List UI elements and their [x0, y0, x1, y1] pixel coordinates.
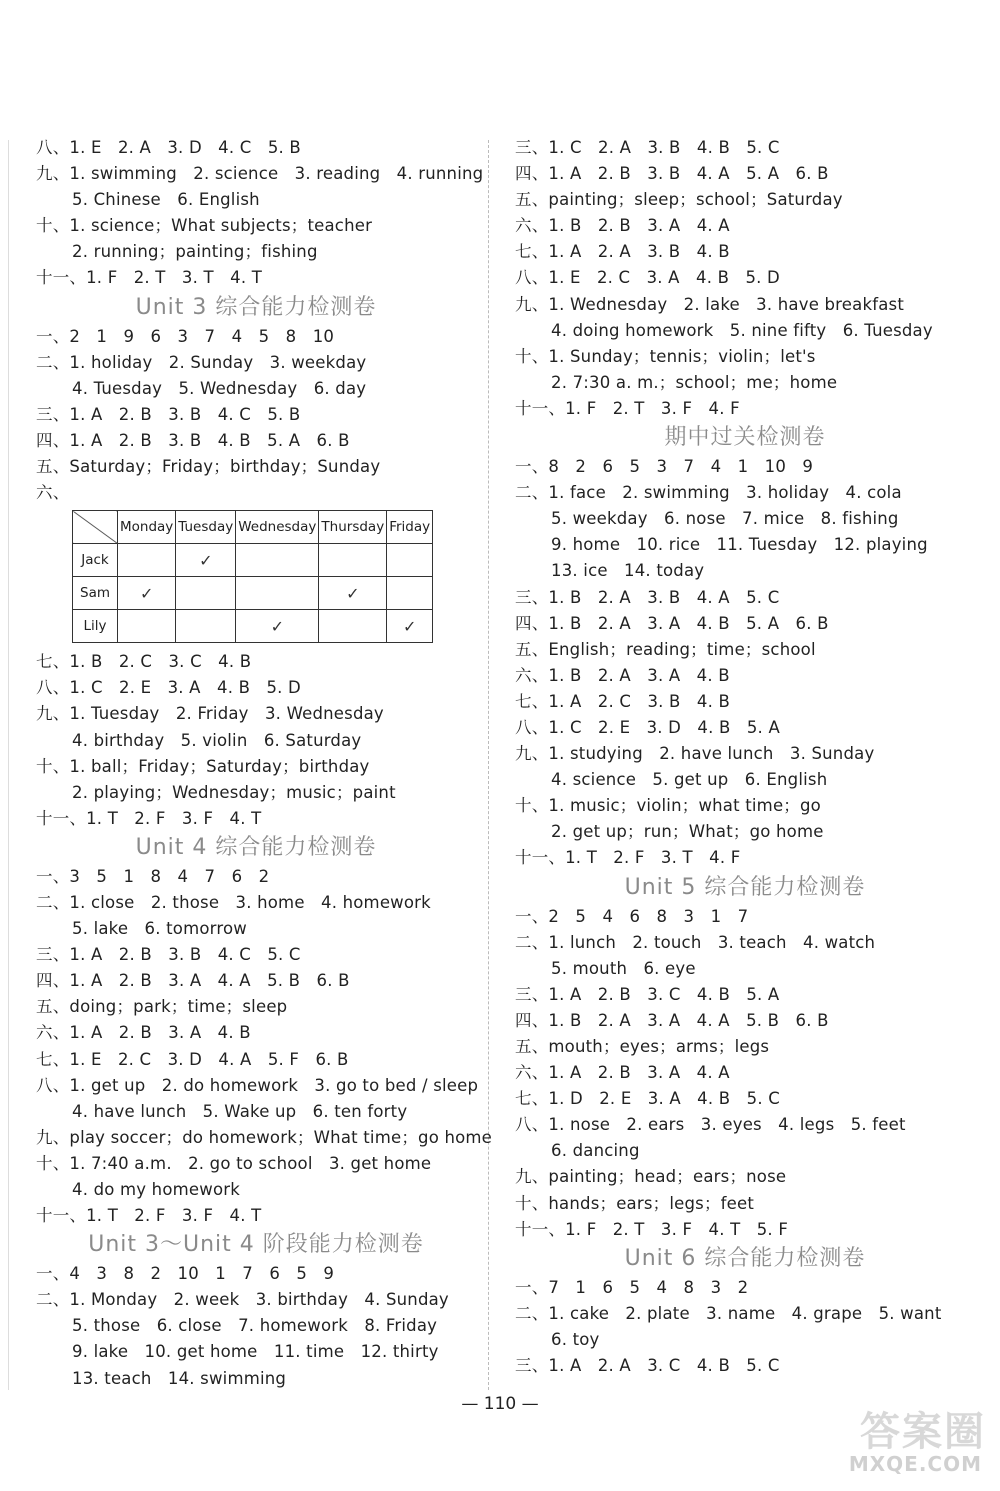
table-empty-cell: [118, 610, 176, 643]
table-header-cell: Wednesday: [236, 511, 319, 544]
answer-line: 七、1. A 2. A 3. B 4. B: [515, 242, 730, 262]
answer-line: 一、4 3 8 2 10 1 7 6 5 9: [36, 1264, 335, 1284]
answer-line: 十、1. science；What subjects；teacher: [36, 216, 373, 236]
watermark-logo: 答案圈: [860, 1409, 986, 1455]
answer-line: 四、1. B 2. A 3. A 4. B 5. A 6. B: [515, 613, 829, 633]
answer-line: 6. dancing: [551, 1141, 640, 1161]
answer-line: 七、1. A 2. C 3. B 4. B: [515, 691, 731, 711]
check-mark-icon: ✓: [118, 577, 176, 610]
answer-line: 三、1. B 2. A 3. B 4. A 5. C: [515, 587, 780, 607]
answer-line: 五、doing；park；time；sleep: [36, 997, 288, 1017]
table-corner-cell: [73, 511, 118, 544]
answer-line: 九、1. Tuesday 2. Friday 3. Wednesday: [36, 704, 384, 724]
answer-line: 七、1. E 2. C 3. D 4. A 5. F 6. B: [36, 1049, 349, 1069]
answer-line: 五、painting；sleep；school；Saturday: [515, 190, 843, 210]
answer-line: 4. doing homework 5. nine fifty 6. Tuesday: [551, 320, 933, 340]
answer-line: 13. ice 14. today: [551, 561, 705, 581]
answer-line: 五、English；reading；time；school: [515, 639, 816, 659]
answer-line: 十一、1. T 2. F 3. T 4. F: [515, 848, 741, 868]
answer-line: 九、play soccer；do homework；What time；go home: [36, 1127, 493, 1147]
answer-line: 十、1. Sunday；tennis；violin；let's: [515, 346, 816, 366]
answer-line: 六、1. B 2. B 3. A 4. A: [515, 216, 730, 236]
answer-line: 六、1. B 2. A 3. A 4. B: [515, 665, 730, 685]
answer-line: 四、1. A 2. B 3. B 4. B 5. A 6. B: [36, 430, 350, 450]
answer-line: 三、1. A 2. B 3. C 4. B 5. A: [515, 984, 780, 1004]
answer-line: 5. those 6. close 7. homework 8. Friday: [72, 1316, 438, 1336]
answer-line: 十一、1. F 2. T 3. F 4. T 5. F: [515, 1219, 789, 1239]
answer-line: 5. mouth 6. eye: [551, 958, 696, 978]
answer-line: 二、1. lunch 2. touch 3. teach 4. watch: [515, 932, 876, 952]
section-title: Unit 6 综合能力检测卷: [624, 1245, 866, 1271]
column-divider: [488, 140, 489, 1390]
section-title: Unit 4 综合能力检测卷: [135, 834, 377, 860]
answer-line: 八、1. E 2. A 3. D 4. C 5. B: [36, 138, 301, 157]
table-row: [73, 577, 433, 610]
right-column: [515, 135, 975, 1379]
answer-line: 一、7 1 6 5 4 8 3 2: [515, 1277, 749, 1297]
answer-line: 六、1. A 2. B 3. A 4. B: [36, 1023, 251, 1043]
table-row-name: Jack: [73, 544, 118, 577]
answer-line: 4. birthday 5. violin 6. Saturday: [72, 730, 362, 750]
table-empty-cell: [236, 544, 319, 577]
table-row-name: Lily: [73, 610, 118, 643]
answer-line: 6. toy: [551, 1329, 600, 1349]
answer-line: 5. lake 6. tomorrow: [72, 919, 247, 939]
answer-line: 九、1. Wednesday 2. lake 3. have breakfast: [515, 294, 905, 314]
answer-line: 2. 7:30 a. m.；school；me；home: [551, 372, 838, 392]
table-row: [73, 610, 433, 643]
table-empty-cell: [387, 544, 433, 577]
table-header-cell: Monday: [118, 511, 176, 544]
table-empty-cell: [319, 610, 387, 643]
answer-line: 2. get up；run；What；go home: [551, 822, 824, 842]
table-header-cell: Friday: [387, 511, 433, 544]
answer-line: 八、1. nose 2. ears 3. eyes 4. legs 5. feet: [515, 1115, 906, 1135]
answer-line: 一、8 2 6 5 3 7 4 1 10 9: [515, 457, 814, 477]
answer-line: 2. running；painting；fishing: [72, 242, 318, 262]
answer-line: 二、1. Monday 2. week 3. birthday 4. Sunday: [36, 1290, 449, 1310]
answer-line: 二、1. close 2. those 3. home 4. homework: [36, 892, 431, 912]
answer-line: 十一、1. T 2. F 3. F 4. T: [36, 808, 262, 828]
answer-line: 四、1. B 2. A 3. A 4. A 5. B 6. B: [515, 1010, 829, 1030]
answer-line: 二、1. face 2. swimming 3. holiday 4. cola: [515, 483, 902, 503]
answer-line: 七、1. D 2. E 3. A 4. B 5. C: [515, 1089, 780, 1109]
answer-line: 三、1. A 2. B 3. B 4. C 5. B: [36, 404, 301, 424]
check-mark-icon: ✓: [176, 544, 236, 577]
answer-line: 九、1. studying 2. have lunch 3. Sunday: [515, 744, 875, 764]
answer-line: 5. Chinese 6. English: [72, 190, 260, 210]
answer-line: 13. teach 14. swimming: [72, 1368, 287, 1388]
answer-line: 2. playing；Wednesday；music；paint: [72, 782, 396, 802]
answer-line: 五、mouth；eyes；arms；legs: [515, 1037, 770, 1056]
answer-line: 四、1. A 2. B 3. B 4. A 5. A 6. B: [515, 164, 829, 184]
answer-line: 十一、1. F 2. T 3. F 4. F: [515, 398, 740, 418]
answer-line: 九、painting；head；ears；nose: [515, 1167, 787, 1187]
answer-line: 一、3 5 1 8 4 7 6 2: [36, 866, 270, 886]
answer-line: 4. Tuesday 5. Wednesday 6. day: [72, 378, 367, 398]
section-title: Unit 3～Unit 4 阶段能力检测卷: [88, 1232, 424, 1258]
answer-line: 十、hands；ears；legs；feet: [515, 1193, 755, 1213]
table-empty-cell: [236, 577, 319, 610]
answer-line: 三、1. A 2. A 3. C 4. B 5. C: [515, 1356, 780, 1376]
answer-line: 4. have lunch 5. Wake up 6. ten forty: [72, 1101, 408, 1121]
watermark: [806, 1400, 986, 1480]
table-empty-cell: [176, 577, 236, 610]
answer-line: 八、1. get up 2. do homework 3. go to bed / sleep: [36, 1075, 479, 1095]
answer-line: 十一、1. F 2. T 3. T 4. T: [36, 268, 262, 288]
table-empty-cell: [319, 544, 387, 577]
answer-line: 七、1. B 2. C 3. C 4. B: [36, 652, 252, 672]
answer-line: 九、1. swimming 2. science 3. reading 4. running: [36, 164, 484, 184]
table-row-name: Sam: [73, 577, 118, 610]
answer-line: 八、1. E 2. C 3. A 4. B 5. D: [515, 268, 780, 288]
answer-line: 五、Saturday；Friday；birthday；Sunday: [36, 457, 381, 477]
answer-line: 4. science 5. get up 6. English: [551, 770, 828, 790]
answer-line: 二、1. holiday 2. Sunday 3. weekday: [36, 352, 367, 372]
answer-line: 十、1. ball；Friday；Saturday；birthday: [36, 756, 370, 776]
answer-line: 六、1. A 2. B 3. A 4. A: [515, 1063, 730, 1083]
table-header-cell: Tuesday: [176, 511, 236, 544]
check-mark-icon: ✓: [236, 610, 319, 643]
answer-line: 六、: [36, 483, 70, 503]
answer-line: 一、2 5 4 6 8 3 1 7: [515, 906, 749, 926]
answer-line: 9. lake 10. get home 11. time 12. thirty: [72, 1342, 439, 1362]
watermark-url: MXQE.COM: [848, 1452, 982, 1476]
answer-line: 十一、1. T 2. F 3. F 4. T: [36, 1206, 262, 1226]
left-margin-rule: [8, 140, 9, 1390]
table-header-cell: Thursday: [319, 511, 387, 544]
table-empty-cell: [118, 544, 176, 577]
answer-line: 四、1. A 2. B 3. A 4. A 5. B 6. B: [36, 971, 350, 991]
table-row: [73, 544, 433, 577]
section-title: Unit 5 综合能力检测卷: [624, 874, 866, 900]
answer-line: 4. do my homework: [72, 1180, 240, 1199]
section-title: 期中过关检测卷: [664, 425, 826, 451]
left-column: [36, 135, 493, 1392]
answer-line: 十、1. music；violin；what time；go: [515, 796, 821, 816]
answer-line: 一、2 1 9 6 3 7 4 5 8 10: [36, 326, 335, 346]
answer-line: 5. weekday 6. nose 7. mice 8. fishing: [551, 509, 899, 529]
answer-line: 三、1. A 2. B 3. B 4. C 5. C: [36, 945, 301, 965]
answer-line: 二、1. cake 2. plate 3. name 4. grape 5. want: [515, 1303, 942, 1323]
answer-line: 八、1. C 2. E 3. D 4. B 5. A: [515, 717, 780, 737]
check-mark-icon: ✓: [319, 577, 387, 610]
answer-line: 9. home 10. rice 11. Tuesday 12. playing: [551, 535, 928, 555]
answer-line: 十、1. 7:40 a.m. 2. go to school 3. get home: [36, 1153, 432, 1173]
section-title: Unit 3 综合能力检测卷: [135, 294, 377, 320]
page-number: — 110 —: [461, 1394, 539, 1414]
answer-line: 三、1. C 2. A 3. B 4. B 5. C: [515, 138, 780, 157]
check-mark-icon: ✓: [387, 610, 433, 643]
answer-line: 八、1. C 2. E 3. A 4. B 5. D: [36, 678, 301, 698]
schedule-table: [72, 510, 433, 643]
table-empty-cell: [176, 610, 236, 643]
table-empty-cell: [387, 577, 433, 610]
